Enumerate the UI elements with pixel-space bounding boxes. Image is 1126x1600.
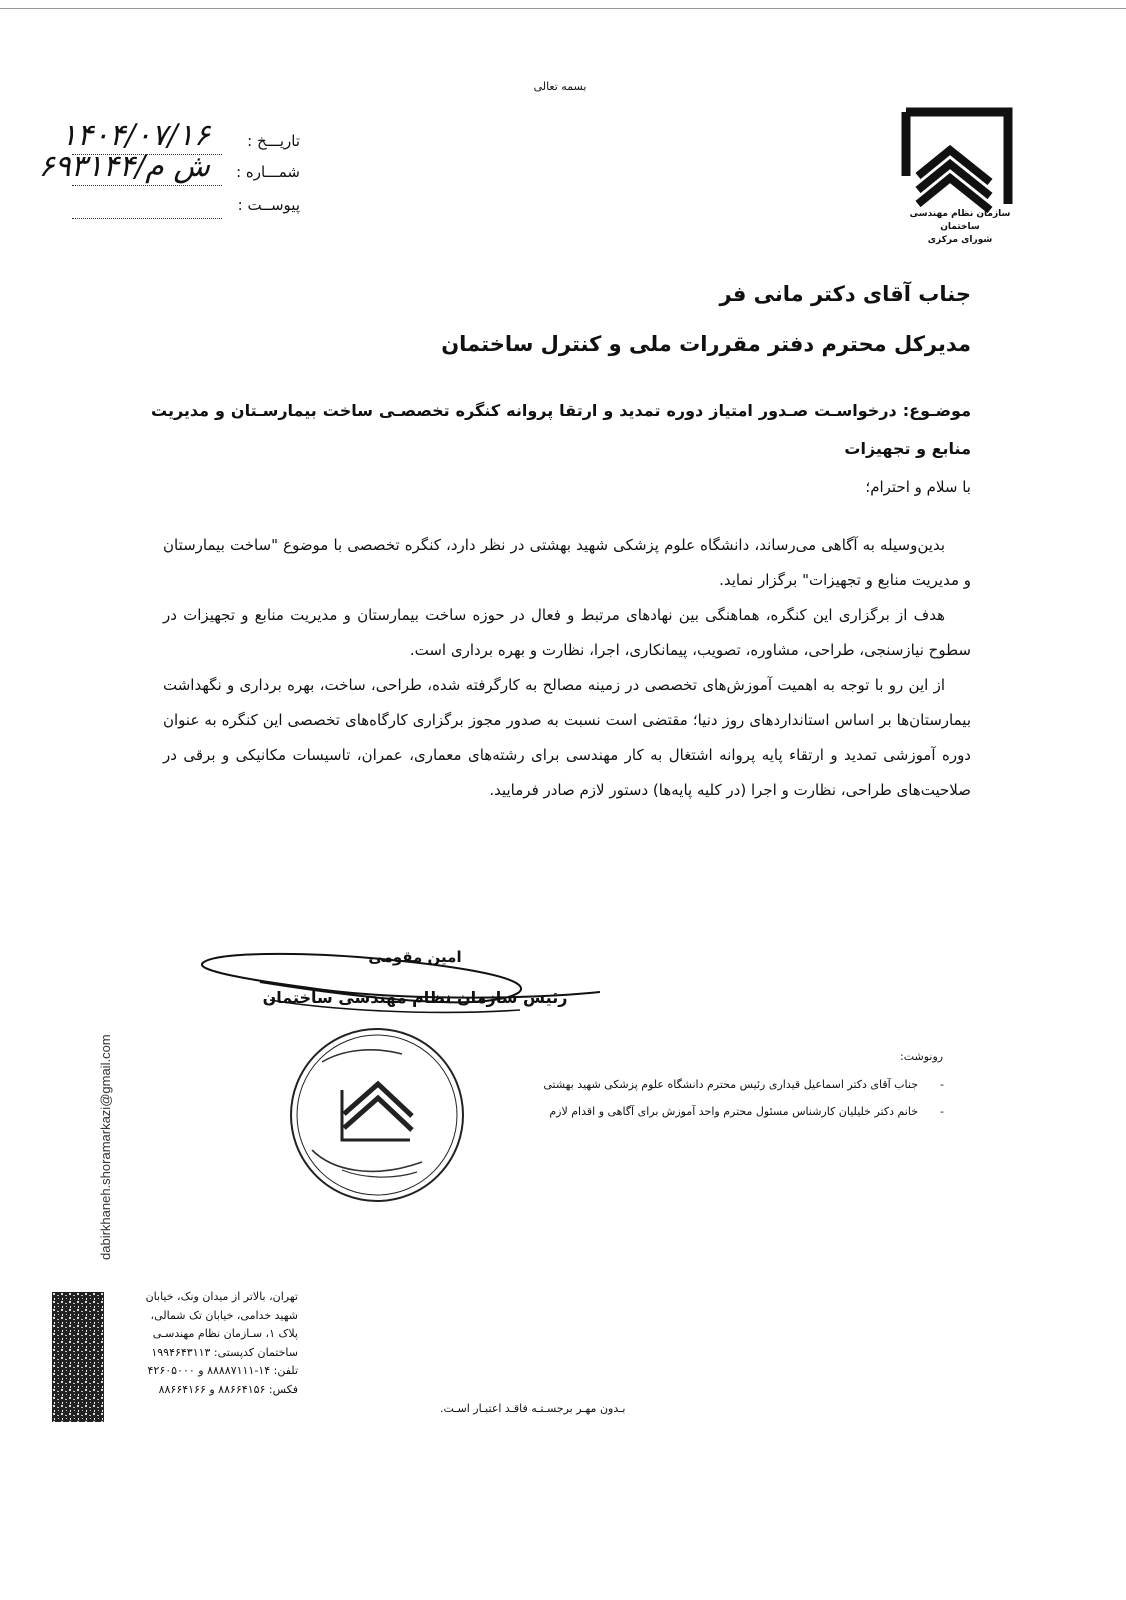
- attachment-dotted-line: [72, 196, 222, 219]
- subject-line: [151, 392, 971, 468]
- cc-dash: -: [940, 1078, 944, 1091]
- logo-council: شورای مرکزی: [927, 235, 993, 245]
- body-paragraph: بدین‌وسیله به آگاهی می‌رساند، دانشگاه علوم پزشکی شهید بهشتی در نظر دارد، کنگره تخصصی با موضوع "ساخت بیمارستان و مدیریت منابع و تجهیزات" برگزار نماید.: [163, 536, 971, 589]
- footer-note: بـدون مهـر برجسـتـه فاقـد اعتبـار اسـت.: [440, 1402, 626, 1415]
- subject-text: درخواسـت صـدور امتیاز دوره تمدید و ارتقا پروانه کنگره تخصصـی ساخت بیمارسـتان و مدیریت منابع و تجهیزات: [151, 401, 971, 458]
- signatory-name: امین مقومی: [368, 948, 462, 966]
- cc-title: رونوشت:: [900, 1050, 944, 1063]
- date-label: تاریـــخ :: [247, 132, 300, 150]
- attachment-label: پیوســت :: [237, 196, 300, 214]
- letter-body: [163, 528, 971, 808]
- addressee-name: جناب آقای دکتر مانی فر: [719, 282, 971, 306]
- body-paragraph: هدف از برگزاری این کنگره، هماهنگی بین نهادهای مرتبط و فعال در حوزه ساخت بیمارستان و مدیریت منابع و تجهیزات در سطوح نیازسنجی، طراحی، مشاوره، تصویب، پیمانکاری، اجرا، نظارت و بهره برداری است.: [163, 606, 971, 659]
- cc-dash: -: [940, 1105, 944, 1118]
- subject-label: موضـوع:: [902, 401, 971, 420]
- official-stamp-icon: [282, 1020, 472, 1210]
- sidebar-email: dabirkhaneh.shoramarkazi@gmail.com: [98, 1034, 113, 1260]
- footer-address-line: ساختمان کدپستی: ۱۹۹۴۶۴۳۱۱۳: [151, 1345, 298, 1359]
- cc-item: [549, 1105, 944, 1118]
- number-value: ۶۹۳۱۴۴/ش م: [38, 149, 210, 184]
- footer-address-line: پلاک ۱، سـازمان نظام مهندسـی: [152, 1327, 298, 1340]
- body-paragraph: از این رو با توجه به اهمیت آموزش‌های تخصصی در زمینه مصالح به کارگرفته شده، طراحی، ساخت، بهره برداری و نگهداشت بیمارستان‌ها بر اساس استانداردهای روز دنیا؛ مقتضی است نسبت به صدور مجوز برگزاری کارگاه‌های تخصصی این کنگره به عنوان دوره آموزشی تمدید و ارتقاء پایه پروانه اشتغال به کار مهندسی برای رشته‌های معماری، عمران، تاسیسات مکانیکی و برقی در صلاحیت‌های طراحی، نظارت و اجرا (در کلیه پایه‌ها) دستور لازم صادر فرمایید.: [163, 676, 971, 799]
- logo-org-name: سازمان نظام مهندسی ساختمان: [909, 209, 1011, 232]
- number-field: [0, 149, 300, 193]
- number-label: شمـــاره :: [236, 163, 300, 181]
- top-border-line: [0, 8, 1126, 9]
- org-logo-text: [890, 208, 1030, 247]
- cc-item: [543, 1078, 944, 1091]
- footer-address: [118, 1288, 298, 1399]
- cc-item-text: جناب آقای دکتر اسماعیل قیداری رئیس محترم دانشگاه علوم پزشکی شهید بهشتی: [543, 1078, 919, 1091]
- addressee-title: مدیرکل محترم دفتر مقررات ملی و کنترل ساختمان: [441, 332, 971, 356]
- footer-address-line: تلفن: ۱۴-۸۸۸۸۷۱۱۱ و ۴۲۶۰۵۰۰۰: [147, 1364, 298, 1377]
- footer-address-line: تهران، بالاتر از میدان ونک، خیابان: [145, 1290, 298, 1303]
- signatory-title: رئیس سازمان نظام مهندسی ساختمان: [262, 988, 568, 1007]
- qr-code-icon: [52, 1292, 104, 1422]
- footer-address-line: فکس: ۸۸۶۶۴۱۵۶ و ۸۸۶۶۴۱۶۶: [158, 1382, 298, 1396]
- greeting: با سلام و احترام؛: [865, 478, 971, 496]
- cc-item-text: خانم دکتر خلیلیان کارشناس مسئول محترم واحد آموزش برای آگاهی و اقدام لازم: [549, 1105, 919, 1118]
- date-value: ۱۴۰۴/۰۷/۱۶: [60, 118, 210, 153]
- bismillah: بسمه تعالی: [533, 80, 587, 93]
- footer-address-line: شهید خدامی، خیابان تک شمالی،: [150, 1308, 298, 1322]
- attachment-field: [0, 196, 300, 226]
